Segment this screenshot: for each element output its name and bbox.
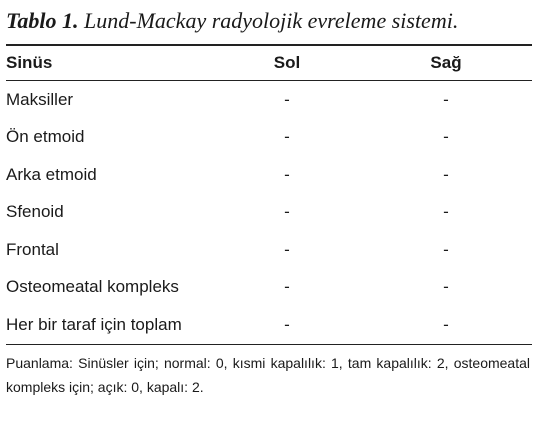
header-sol: Sol (273, 53, 301, 72)
row-sol-cell: - (284, 314, 290, 334)
row-sinus-cell: Arka etmoid (6, 164, 97, 184)
row-sag-cell: - (443, 314, 449, 334)
table-row (6, 306, 532, 344)
row-sol-cell: - (284, 202, 290, 222)
table-caption-text: Lund-Mackay radyolojik evreleme sistemi. (84, 8, 459, 33)
row-sol-cell: - (284, 239, 290, 259)
header-sag: Sağ (430, 53, 462, 72)
row-sinus-cell: Ön etmoid (6, 127, 85, 147)
table-row (6, 81, 532, 119)
document-page (6, 6, 532, 399)
row-sinus-cell: Osteomeatal kompleks (6, 277, 179, 297)
table-header-row (6, 46, 532, 81)
row-sol-cell: - (284, 127, 290, 147)
table-row (6, 194, 532, 232)
table-footnote: Puanlama: Sinüsler için; normal: 0, kısmi kapalılık: 1, tam kapalılık: 2, osteomeatal kompleks için; açık: 0, kapalı: 2. (6, 354, 530, 395)
row-sag-cell: - (443, 164, 449, 184)
table-row (6, 231, 532, 269)
row-sag-cell: - (443, 277, 449, 297)
row-sag-cell: - (443, 239, 449, 259)
row-sinus-cell: Frontal (6, 239, 59, 259)
row-sol-cell: - (284, 164, 290, 184)
table-row (6, 156, 532, 194)
row-sol-cell: - (284, 89, 290, 109)
lund-mackay-table (6, 46, 532, 344)
table-row (6, 269, 532, 307)
row-sinus-cell: Her bir taraf için toplam (6, 314, 182, 334)
row-sinus-cell: Sfenoid (6, 202, 64, 222)
row-sinus-cell: Maksiller (6, 89, 74, 109)
header-sinus: Sinüs (6, 53, 53, 72)
row-sag-cell: - (443, 202, 449, 222)
row-sag-cell: - (443, 127, 449, 147)
row-sol-cell: - (284, 277, 290, 297)
table-caption-label: Tablo 1. (6, 8, 79, 33)
table-caption (6, 6, 532, 44)
table-row (6, 119, 532, 157)
row-sag-cell: - (443, 89, 449, 109)
